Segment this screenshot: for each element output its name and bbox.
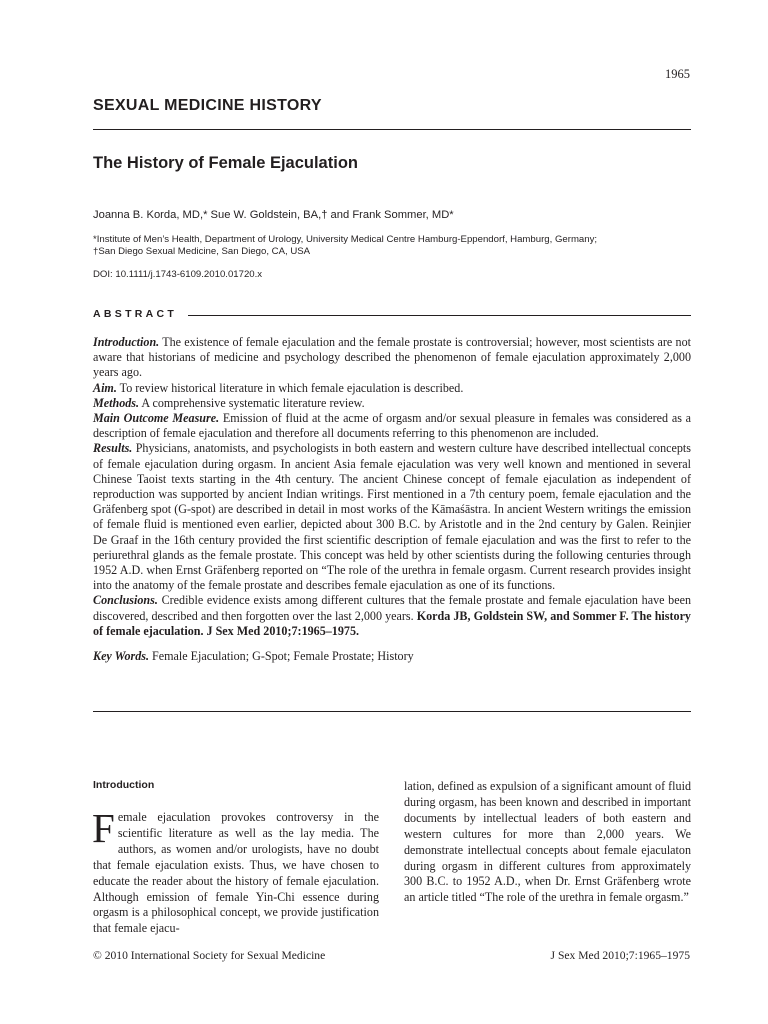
abstract-conclusions-label: Conclusions. [93, 593, 158, 608]
affiliation-1: *Institute of Men’s Health, Department of Urology, University Medical Centre Hamburg-Eppendorf, Hamburg, Germany; [93, 234, 598, 245]
abstract-methods-label: Methods. [93, 395, 140, 410]
abstract-results [93, 441, 691, 593]
introduction-column-1-text: emale ejaculation provokes controversy in the scientific literature as well as the lay media. The authors, as women and/or urologists, have no doubt that female ejaculation exists. Thus, we have chosen to educate the reader about the history of female ejaculation. Although emission of female Yin-Chi essence during orgasm is a philosophical concept, we provide justification that female ejacu- [93, 810, 379, 936]
abstract-introduction-label: Introduction. [93, 335, 160, 349]
introduction-column-2: lation, defined as expulsion of a significant amount of fluid during orgasm, has been known and described in important documents by intellectual leaders of both eastern and western cultures for more than 2,000 years. We demonstrate intellectual concepts about female ejaculaton during orgasm in different cultures from approximately 300 B.C. to 1952 A.D., when Dr. Ernst Gräfenberg wrote an article titled “The role of the urethra in female orgasm.” [404, 779, 691, 905]
footer-copyright: © 2010 International Society for Sexual Medicine [93, 949, 326, 962]
footer-citation: J Sex Med 2010;7:1965–1975 [550, 949, 690, 962]
abstract-body [93, 335, 691, 664]
keywords-text: Female Ejaculation; G-Spot; Female Prostate; History [152, 649, 414, 664]
abstract-keywords [93, 649, 691, 664]
abstract-main-outcome-label: Main Outcome Measure. [93, 411, 220, 426]
keywords-label: Key Words. [93, 649, 149, 664]
author-list: Joanna B. Korda, MD,* Sue W. Goldstein, BA,† and Frank Sommer, MD* [93, 209, 454, 221]
abstract-conclusions-text: Credible evidence exists among different cultures that the female prostate and female ejaculation have been discovered, described and then forgotten over the last 2,000 years. [93, 593, 691, 623]
article-title: The History of Female Ejaculation [93, 154, 358, 172]
introduction-heading: Introduction [93, 779, 155, 791]
abstract-citation: Korda JB, Goldstein SW, and Sommer F. The history of female ejaculation. J Sex Med 2010;7:1965–1975. [93, 608, 691, 638]
abstract-introduction [93, 335, 691, 381]
doi[interactable]: DOI: 10.1111/j.1743-6109.2010.01720.x [93, 269, 263, 280]
abstract-main-outcome-text: Emission of fluid at the acme of orgasm and/or sexual pleasure in females was considered as a description of female ejaculation and therefore all documents referring to this phenomenon are included. [93, 411, 692, 441]
abstract-results-label: Results. [93, 441, 133, 456]
abstract-methods-text: A comprehensive systematic literature review. [141, 395, 365, 410]
drop-cap: F [92, 805, 115, 851]
abstract-aim-label: Aim. [93, 380, 117, 395]
section-heading: SEXUAL MEDICINE HISTORY [93, 97, 322, 114]
abstract-aim-text: To review historical literature in which female ejaculation is described. [119, 380, 464, 395]
abstract-aim [93, 381, 691, 396]
abstract-introduction-text: The existence of female ejaculation and the female prostate is controversial; however, most scientists are not aware that historians of medicine and psychology described the phenomenon of female ejaculation approximately 2,000 years ago. [93, 335, 691, 380]
page-number: 1965 [665, 67, 690, 81]
introduction-column-1 [92, 805, 379, 937]
abstract-bottom-divider [93, 711, 691, 712]
abstract-main-outcome [93, 411, 691, 441]
abstract-divider [188, 315, 691, 316]
abstract-conclusions [93, 593, 691, 639]
affiliation-2: †San Diego Sexual Medicine, San Diego, CA, USA [93, 246, 311, 257]
abstract-results-text: Physicians, anatomists, and psychologists in both eastern and western culture have described intellectual concepts of female ejaculation during orgasm. In ancient Asia female ejaculation was very well known and mentioned in several Chinese Taoist texts starting in the 4th century. The ancient Chinese concept of female ejaculation as independent of reproduction was supported by ancient Indian writings. First mentioned in a 7th century poem, female ejaculation and the Gräfenberg spot (G-spot) are described in detail in most works of the Kāmaśāstra. In ancient Western writings the emission of female fluid is mentioned even earlier, depicted about 300 B.C. by Aristotle and in the 2nd century by Galen. Reinjier De Graaf in the 16th century provided the first scientific description of female ejaculation and was the first to refer to the periurethral glands as the female prostate. This concept was held by other scientists during the following centuries through 1952 A.D. when Ernst Gräfenberg reported on “The role of the urethra in female orgasm. Current research provides insight into the anatomy of the female prostate and describes female ejaculation as one of its functions. [93, 441, 691, 593]
abstract-label: ABSTRACT [93, 308, 178, 320]
abstract-methods [93, 396, 691, 411]
header-divider [93, 129, 691, 130]
